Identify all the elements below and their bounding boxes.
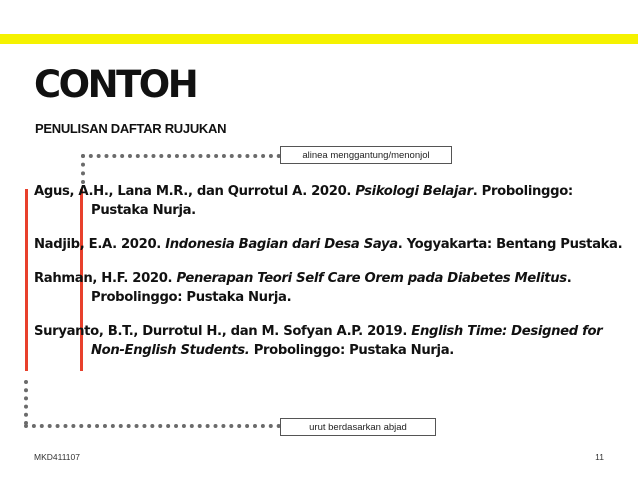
reference-title: Indonesia Bagian dari Desa Saya bbox=[165, 237, 398, 252]
reference-title: Psikologi Belajar bbox=[355, 184, 473, 199]
reference-title: Penerapan Teori Self Care Orem pada Diabetes Melitus bbox=[176, 271, 567, 286]
left-margin-marker bbox=[25, 189, 28, 371]
slide-subtitle: PENULISAN DAFTAR RUJUKAN bbox=[35, 121, 227, 136]
reference-publisher: . Probolinggo: Pustaka Nurja. bbox=[91, 271, 572, 305]
dotted-connector-top-horizontal bbox=[81, 154, 281, 158]
reference-item bbox=[34, 235, 624, 254]
reference-publisher: . Yogyakarta: Bentang Pustaka. bbox=[397, 237, 623, 252]
reference-item bbox=[34, 269, 624, 307]
alphabetical-order-annotation: urut berdasarkan abjad bbox=[280, 418, 436, 436]
reference-authors-year: Agus, A.H., Lana M.R., dan Qurrotul A. 2020. bbox=[34, 184, 356, 199]
course-code: MKD411107 bbox=[34, 452, 80, 462]
dotted-connector-bottom-vertical bbox=[24, 380, 28, 425]
reference-authors-year: Suryanto, B.T., Durrotul H., dan M. Sofyan A.P. 2019. bbox=[34, 324, 412, 339]
page-number: 11 bbox=[595, 452, 604, 462]
reference-authors-year: Rahman, H.F. 2020. bbox=[34, 271, 177, 286]
dotted-connector-bottom-horizontal bbox=[24, 424, 281, 428]
reference-publisher: . Probolinggo: Pustaka Nurja. bbox=[91, 184, 573, 218]
top-accent-bar bbox=[0, 34, 638, 44]
reference-item bbox=[34, 182, 624, 220]
reference-item bbox=[34, 322, 624, 360]
hanging-indent-annotation: alinea menggantung/menonjol bbox=[280, 146, 452, 164]
dotted-connector-top-vertical bbox=[81, 154, 85, 184]
reference-title: English Time: Designed for Non-English Students. bbox=[91, 324, 603, 358]
reference-list bbox=[34, 182, 624, 375]
reference-authors-year: Nadjib, E.A. 2020. bbox=[34, 237, 166, 252]
reference-publisher: Probolinggo: Pustaka Nurja. bbox=[249, 343, 454, 358]
slide-title: CONTOH bbox=[34, 63, 197, 106]
